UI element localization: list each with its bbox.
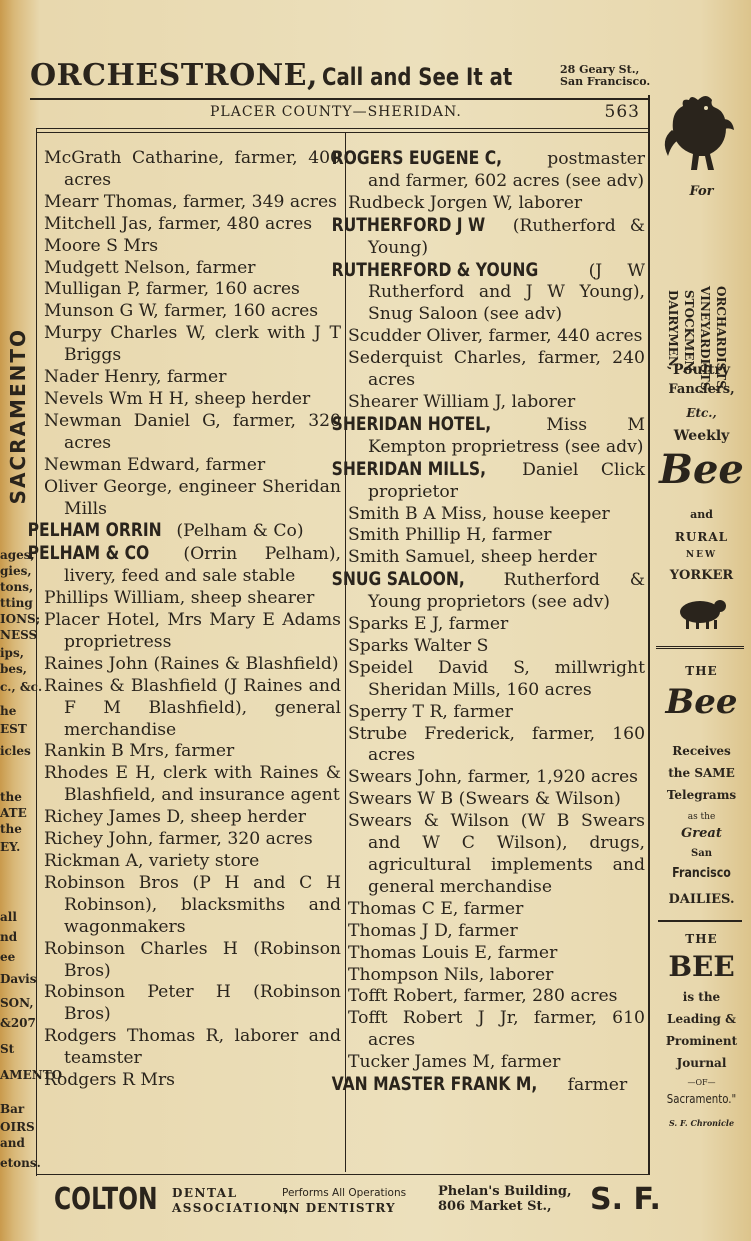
left-border-rule (36, 128, 37, 1176)
ad-weekly: Weekly (673, 428, 730, 444)
directory-entry (348, 724, 645, 768)
ad-for: For (689, 184, 714, 199)
banner-call-text: Call and See It at (321, 63, 513, 91)
left-ad-fragment: SON, (0, 996, 34, 1010)
directory-entry (44, 1026, 341, 1070)
left-ad-fragment: NESS (0, 628, 38, 642)
left-ad-fragment: ips, (0, 646, 24, 660)
ad-sacramento: Sacramento." (666, 1092, 737, 1106)
directory-entry (44, 676, 341, 742)
ad-of: —OF— (687, 1078, 716, 1087)
entry-text: Smith B A Miss, house keeper (348, 503, 610, 524)
entry-bold-name: SHERIDAN HOTEL, (331, 412, 492, 435)
ad-and: and (690, 508, 713, 521)
ad-poultry: Poultry (673, 362, 730, 378)
left-ad-fragment: etons. (0, 1156, 41, 1170)
directory-entry (44, 982, 341, 1026)
ad-etc: Etc., (686, 406, 717, 420)
running-head-rule (36, 128, 648, 129)
ad-divider (656, 646, 744, 649)
left-ad-fragment: Bar (0, 1102, 25, 1116)
left-ad-fragment: the (0, 822, 22, 836)
left-ad-fragment: EY. (0, 840, 21, 854)
directory-entry (44, 148, 341, 192)
directory-entry (27, 542, 341, 588)
entry-text: Thompson Nils, laborer (348, 964, 554, 985)
directory-entry (44, 807, 341, 829)
directory-entry (27, 519, 341, 543)
banner-address-line1: 28 Geary St., (560, 63, 640, 76)
directory-entry (331, 568, 645, 614)
directory-entry (348, 1008, 645, 1052)
ad-great: Great (681, 826, 722, 841)
entry-text: farmer (562, 1075, 628, 1096)
directory-entry (348, 658, 645, 702)
directory-entry (348, 986, 645, 1008)
directory-entry (44, 654, 341, 676)
directory-entry (348, 392, 645, 414)
left-ad-fragment: he (0, 704, 17, 718)
entry-text: Thomas C E, farmer (348, 898, 524, 919)
entry-text: (Orrin Pelham), livery, feed and sale stable (64, 544, 341, 587)
ad-leading: Leading & (667, 1012, 736, 1026)
directory-entry (348, 547, 645, 569)
ad-francisco: Francisco (672, 866, 731, 881)
entry-text: Daniel Click proprietor (368, 459, 645, 502)
ad-prominent: Prominent (665, 1034, 738, 1048)
entry-text: Shearer William J, laborer (348, 391, 576, 412)
entry-text: Richey James D, sheep herder (44, 807, 307, 828)
entry-text: Smith Phillip H, farmer (348, 525, 552, 546)
directory-entry (348, 789, 645, 811)
left-margin-advertisement (0, 90, 63, 1190)
footer-phelan-building (438, 1184, 572, 1214)
header-banner (30, 58, 650, 98)
entry-text: Mitchell Jas, farmer, 480 acres (44, 213, 313, 234)
entry-text: Richey John, farmer, 320 acres (44, 829, 313, 850)
footer-colton: COLTON (54, 1182, 158, 1217)
directory-entry (44, 939, 341, 983)
left-ad-fragment: ATE (0, 806, 27, 820)
directory-entry (44, 323, 341, 367)
left-ad-fragment: bes, (0, 662, 27, 676)
footer-perf-line1: Performs All Operations (282, 1187, 407, 1199)
ad-dailies: DAILIES. (668, 892, 735, 907)
directory-entry (348, 636, 645, 658)
directory-entry (44, 829, 341, 851)
left-ad-fragment: OIRS (0, 1120, 35, 1134)
entry-bold-name: SNUG SALOON, (331, 568, 465, 591)
entry-text: Robinson Peter H (Robinson Bros) (44, 982, 341, 1025)
entry-text: Rhodes E H, clerk with Raines & Blashfield, and insurance agent (44, 763, 341, 806)
left-ad-fragment: gies, (0, 564, 32, 578)
directory-entry (331, 412, 645, 459)
entry-text: Sederquist Charles, farmer, 240 acres (348, 348, 645, 391)
ad-bee: Bee (659, 446, 744, 493)
directory-entry (348, 1052, 645, 1074)
entry-text: McGrath Catharine, farmer, 400 acres (44, 148, 341, 190)
directory-entry (44, 851, 341, 873)
directory-entry (331, 147, 645, 193)
entry-text: postmaster and farmer, 602 acres (see adv) (368, 149, 645, 191)
right-border-rule (648, 95, 650, 1175)
entry-text: Raines & Blashfield (J Raines and F M Blashfield), general merchandise (44, 675, 341, 740)
left-ad-fragment: ages, (0, 548, 35, 562)
ad-bee-3: BEE (668, 950, 735, 983)
entry-text: Rankin B Mrs, farmer (44, 741, 235, 762)
entry-text: Robinson Charles H (Robinson Bros) (44, 938, 341, 981)
entry-text: Thomas Louis E, farmer (348, 942, 558, 963)
directory-entry (44, 214, 341, 236)
directory-entry (348, 326, 645, 348)
directory-entry (44, 236, 341, 258)
entry-text: Nevels Wm H H, sheep herder (44, 388, 311, 409)
left-ad-fragment: tting (0, 596, 33, 610)
footer-phelan-line1: Phelan's Building, (438, 1184, 572, 1199)
entry-text: Robinson Bros (P H and C H Robinson), blacksmiths and wagonmakers (44, 872, 341, 937)
right-directory-column (331, 147, 645, 1097)
directory-entry (44, 1070, 341, 1092)
directory-entry (44, 763, 341, 807)
left-ad-fragment: IONS; (0, 612, 41, 626)
running-head-rule-2 (36, 132, 648, 133)
directory-entry (44, 588, 341, 610)
entry-text: Sperry T R, farmer (348, 701, 513, 722)
ad-the: THE (685, 664, 718, 678)
directory-entry (348, 193, 645, 215)
left-ad-fragment: nd (0, 930, 18, 944)
entry-text: Newman Daniel G, farmer, 320 acres (44, 410, 341, 453)
directory-entry (348, 811, 645, 899)
entry-text: (Pelham & Co) (170, 521, 304, 542)
entry-text: Sparks Walter S (348, 635, 489, 656)
left-ad-fragment: ee (0, 950, 16, 964)
page-number: 563 (604, 102, 640, 122)
footer-perf-line2: IN DENTISTRY (282, 1201, 396, 1215)
entry-text: Oliver George, engineer Sheridan Mills (44, 476, 341, 519)
entry-bold-name: ROGERS EUGENE C, (331, 147, 503, 169)
directory-entry (331, 213, 645, 260)
directory-entry (348, 504, 645, 526)
left-ad-fragment: AMENTO (0, 1068, 63, 1082)
footer-advertisement (40, 1180, 661, 1222)
left-ad-fragment: icles (0, 744, 31, 758)
ad-rural: RURAL (674, 530, 729, 544)
entry-bold-name: PELHAM & CO (27, 542, 150, 565)
entry-text: Scudder Oliver, farmer, 440 acres (348, 326, 643, 347)
left-ad-fragment: Davis (0, 972, 37, 986)
banner-orchestrone: ORCHESTRONE, (30, 58, 318, 93)
directory-entry (44, 258, 341, 280)
entry-text: Smith Samuel, sheep herder (348, 547, 597, 568)
entry-text: Rickman A, variety store (44, 851, 260, 871)
banner-address-line2: San Francisco. (560, 75, 651, 88)
entry-text: Swears John, farmer, 1,920 acres (348, 767, 639, 788)
column-divider (345, 132, 346, 1172)
left-ad-sacramento: SACRAMENTO (6, 328, 30, 505)
ad-chronicle: S. F. Chronicle (668, 1118, 735, 1128)
directory-entry (331, 258, 645, 327)
entry-text: Mulligan P, farmer, 160 acres (44, 279, 300, 300)
directory-entry (44, 389, 341, 411)
directory-entry (331, 1073, 645, 1097)
entry-text: Tofft Robert J Jr, farmer, 610 acres (348, 1008, 645, 1051)
directory-entry (44, 477, 341, 521)
entry-text: Raines John (Raines & Blashfield) (44, 653, 339, 674)
ad-vert-orchardists: ORCHARDISTS, (714, 286, 728, 393)
entry-text: Speidel David S, millwright Sheridan Mills, 160 acres (348, 657, 645, 700)
entry-bold-name: PELHAM ORRIN (27, 519, 162, 542)
ad-yorker: YORKER (669, 568, 734, 583)
entry-bold-name: RUTHERFORD J W (331, 213, 486, 236)
directory-entry (44, 301, 341, 323)
entry-bold-name: RUTHERFORD & YOUNG (331, 258, 539, 281)
directory-entry (44, 192, 341, 214)
entry-text: Strube Frederick, farmer, 160 acres (348, 723, 645, 766)
entry-text: Swears W B (Swears & Wilson) (348, 789, 621, 810)
footer-performs (282, 1186, 406, 1216)
directory-entry (44, 873, 341, 939)
ad-bee-2: Bee (665, 682, 738, 722)
entry-text: Murpy Charles W, clerk with J T Briggs (44, 323, 341, 366)
entry-text: Miss M Kempton proprietress (see adv) (368, 414, 645, 457)
directory-entry (44, 367, 341, 389)
ad-the-2: THE (685, 932, 718, 946)
entry-text: Mudgett Nelson, farmer (44, 257, 256, 278)
header-rule (30, 98, 650, 100)
footer-phelan-line2: 806 Market St., (438, 1199, 552, 1214)
ad-is-the: is the (682, 990, 721, 1004)
directory-entry (44, 279, 341, 301)
entry-text: Thomas J D, farmer (348, 920, 518, 941)
left-ad-fragment: c., &c. (0, 680, 43, 694)
entry-text: Tofft Robert, farmer, 280 acres (348, 986, 618, 1007)
entry-text: Munson G W, farmer, 160 acres (44, 301, 319, 322)
ad-fanciers: Fanciers, (668, 382, 735, 397)
directory-entry (348, 767, 645, 789)
ad-vert-dairymen: DAIRYMEN, (666, 290, 680, 371)
directory-entry (331, 457, 645, 504)
entry-text: Nader Henry, farmer (44, 367, 227, 388)
bottom-rule (36, 1174, 648, 1175)
entry-text: Rodgers R Mrs (44, 1070, 176, 1091)
ad-telegrams: Telegrams (666, 788, 737, 802)
left-ad-fragment: tons, (0, 580, 34, 594)
entry-text: Moore S Mrs (44, 235, 159, 256)
entry-text: (J W Rutherford and J W Young), Snug Saloon (see adv) (368, 260, 645, 325)
directory-entry (348, 899, 645, 921)
entry-text: Rudbeck Jorgen W, laborer (348, 192, 583, 213)
ad-divider-2 (658, 920, 742, 922)
ad-the-same: the SAME (668, 766, 735, 780)
left-ad-fragment: all (0, 910, 17, 924)
directory-entry (348, 525, 645, 547)
ad-vert-vineyardists: VINEYARDISTS, (698, 286, 712, 395)
left-ad-fragment: St (0, 1042, 15, 1056)
directory-entry (348, 702, 645, 724)
directory-entry (44, 411, 341, 455)
rooster-icon (658, 90, 738, 178)
right-margin-advertisement (652, 90, 751, 1170)
sheep-icon (670, 594, 730, 630)
entry-text: Rodgers Thomas R, laborer and teamster (44, 1026, 341, 1069)
entry-text: (Rutherford & Young) (368, 215, 645, 258)
ad-san: San (691, 848, 712, 859)
directory-entry (348, 943, 645, 965)
ad-receives: Receives (672, 744, 731, 758)
entry-text: Rutherford & Young proprietors (see adv) (368, 570, 645, 613)
left-ad-fragment: &207 (0, 1016, 36, 1030)
directory-entry (348, 348, 645, 392)
entry-text: Newman Edward, farmer (44, 454, 266, 475)
left-ad-fragment: the (0, 790, 22, 804)
entry-bold-name: VAN MASTER FRANK M, (331, 1073, 538, 1096)
banner-address (560, 64, 650, 88)
directory-entry (44, 610, 341, 654)
directory-entry (348, 921, 645, 943)
left-ad-fragment: and (0, 1136, 25, 1150)
directory-entry (44, 741, 341, 763)
entry-text: Phillips William, sheep shearer (44, 588, 315, 609)
directory-entry (348, 965, 645, 987)
ad-new: NEW (685, 550, 718, 560)
entry-text: Sparks E J, farmer (348, 614, 509, 635)
left-ad-fragment: EST (0, 722, 27, 736)
entry-text: Placer Hotel, Mrs Mary E Adams proprietress (44, 610, 341, 652)
ad-as-the: as the (687, 812, 716, 822)
entry-text: Swears & Wilson (W B Swears and W C Wilson), drugs, agricultural implements and general merchandise (348, 811, 645, 897)
ad-journal: Journal (676, 1056, 727, 1070)
directory-entry (348, 614, 645, 636)
footer-dental-line1: DENTAL (172, 1186, 238, 1200)
entry-text: Mearr Thomas, farmer, 349 acres (44, 191, 337, 212)
entry-bold-name: SHERIDAN MILLS, (331, 457, 487, 480)
ad-vert-stockmen: STOCKMEN, (682, 290, 696, 375)
footer-sf: S. F. (590, 1182, 661, 1217)
footer-dental-line2: ASSOCIATION, (172, 1201, 291, 1215)
running-head (40, 104, 640, 126)
running-title: PLACER COUNTY—SHERIDAN. (210, 104, 462, 120)
footer-dental-association (172, 1186, 290, 1216)
entry-text: Tucker James M, farmer (348, 1052, 561, 1073)
directory-entry (44, 455, 341, 477)
